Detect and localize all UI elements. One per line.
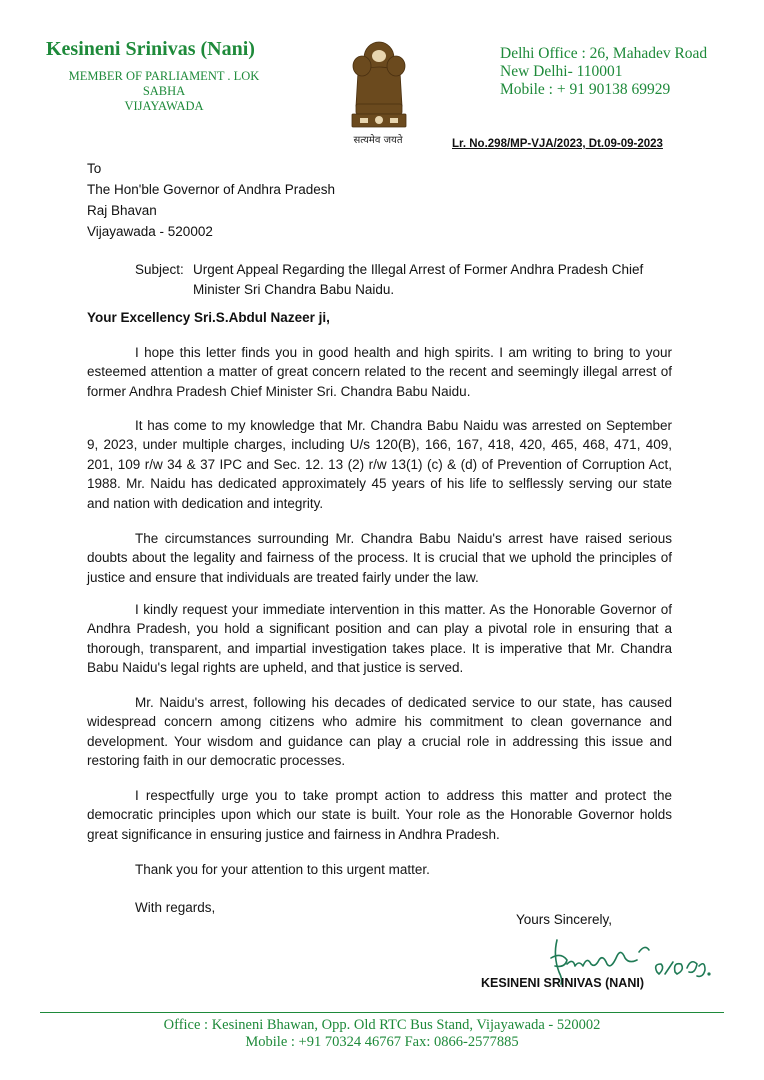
body-paragraph: It has come to my knowledge that Mr. Chandra Babu Naidu was arrested on September 9, 2023, under multiple charges, including U/s 120(B), 166, 167, 418, 420, 465, 468, 471, 409, 201, 109 r/w 34 & 37 IPC and Sec. 12. 13 (2) r/w 13(1) (c) & (d) of Prevention of Corruption Act, 1988. Mr. Naidu has dedicated approximately 45 years of his life to selflessly serving our state and nation with dedication and integrity. <box>87 418 672 511</box>
role-line-1: MEMBER OF PARLIAMENT . LOK SABHA <box>68 69 260 98</box>
signatory-name: KESINENI SRINIVAS (NANI) <box>481 976 644 990</box>
subject-line-1: Urgent Appeal Regarding the Illegal Arrest of Former Andhra Pradesh Chief <box>193 262 644 277</box>
recipient-address <box>87 158 335 242</box>
body-paragraph: Mr. Naidu's arrest, following his decades of dedicated service to our state, has caused widespread concern among citizens who admire his commitment to clean governance and development. Your wisdom and guidance can play a crucial role in addressing this issue and restoring faith in our democratic processes. <box>87 695 672 769</box>
closing-thanks: Thank you for your attention to this urgent matter. <box>135 862 430 877</box>
office-line-1: Delhi Office : 26, Mahadev Road <box>500 45 708 62</box>
subject-label: Subject: <box>135 262 184 277</box>
letterhead-name: Kesineni Srinivas (Nani) <box>46 38 255 60</box>
yours-sincerely: Yours Sincerely, <box>516 912 613 927</box>
body-paragraph: I kindly request your immediate intervention in this matter. As the Honorable Governor of Andhra Pradesh, you hold a significant position and can play a pivotal role in ensuring that a thorough, transparent, and impartial investigation takes place. It is imperative that Mr. Chandra Babu Naidu's legal rights are upheld, and that justice is served. <box>87 602 672 676</box>
closing-regards: With regards, <box>135 900 216 915</box>
subject-block <box>135 260 695 300</box>
subject-line-2: Minister Sri Chandra Babu Naidu. <box>193 282 395 297</box>
footer-address <box>0 1017 764 1051</box>
footer-divider <box>40 1012 724 1013</box>
delhi-office-block <box>500 45 707 99</box>
letterhead-role <box>52 69 276 114</box>
footer-line-2: Mobile : +91 70324 46767 Fax: 0866-2577885 <box>245 1034 519 1050</box>
emblem-motto: सत्यमेव जयते <box>353 135 403 146</box>
address-line-3: Vijayawada - 520002 <box>87 224 213 239</box>
body-paragraph: I hope this letter finds you in good health and high spirits. I am writing to bring to your esteemed attention a matter of great concern related to the recent and seemingly illegal arrest of former Andhra Pradesh Chief Minister Sri. Chandra Babu Naidu. <box>87 345 672 399</box>
office-line-3: Mobile : + 91 90138 69929 <box>500 81 671 98</box>
address-line-1: The Hon'ble Governor of Andhra Pradesh <box>87 182 335 197</box>
salutation: Your Excellency Sri.S.Abdul Nazeer ji, <box>87 310 330 325</box>
footer-line-1: Office : Kesineni Bhawan, Opp. Old RTC Bus Stand, Vijayawada - 520002 <box>163 1017 601 1033</box>
body-paragraph: The circumstances surrounding Mr. Chandra Babu Naidu's arrest have raised serious doubts about the legality and fairness of the process. It is crucial that we uphold the principles of justice and ensure that individuals are treated fairly under the law. <box>87 531 672 585</box>
body-paragraph: I respectfully urge you to take prompt action to address this matter and protect the democratic principles upon which our state is built. Your role as the Honorable Governor holds great significance in ensuring justice and fairness in Andhra Pradesh. <box>87 788 672 842</box>
role-line-2: VIJAYAWADA <box>124 99 204 113</box>
address-line-2: Raj Bhavan <box>87 203 157 218</box>
office-line-2: New Delhi- 110001 <box>500 63 623 80</box>
reference-number: Lr. No.298/MP-VJA/2023, Dt.09-09-2023 <box>452 138 663 150</box>
address-to: To <box>87 161 102 176</box>
